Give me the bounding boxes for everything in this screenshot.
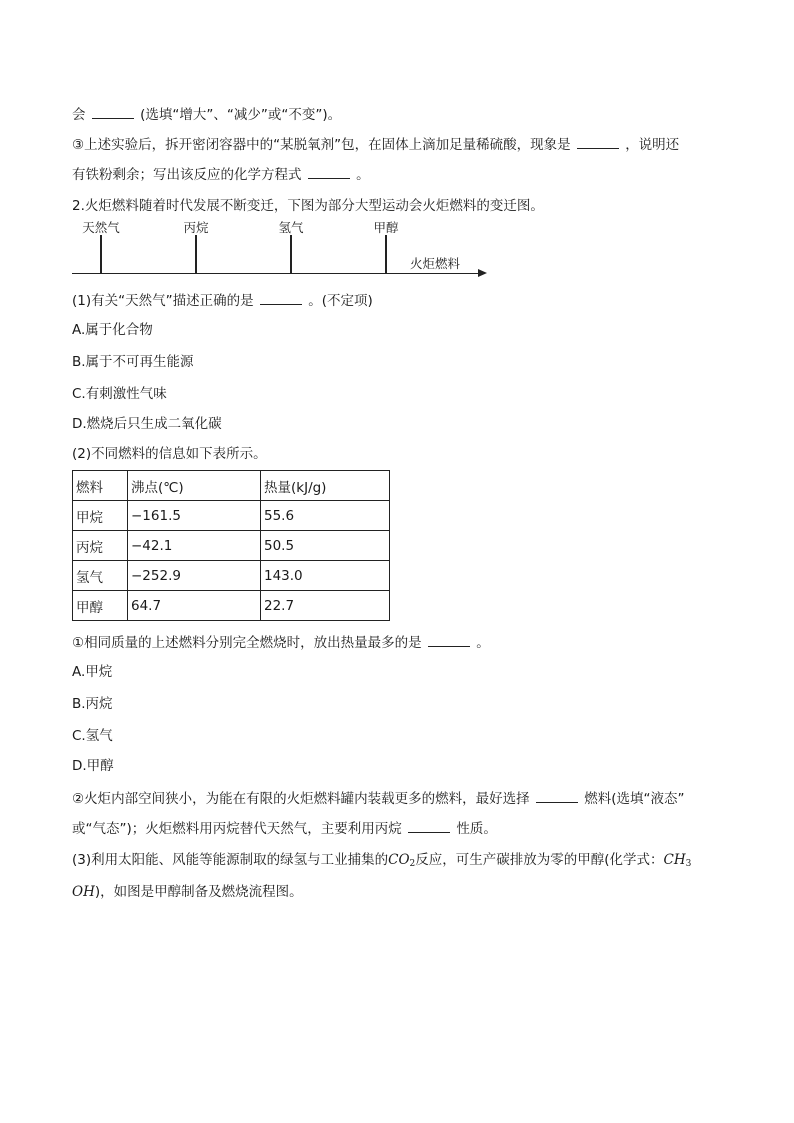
timeline-arrow-icon (478, 269, 487, 277)
answer-blank[interactable] (260, 290, 302, 305)
text: 或“气态”)；火炬燃料用丙烷替代天然气，主要利用丙烷 (72, 821, 402, 837)
option-d: D.甲醇 (72, 758, 114, 774)
timeline-label: 甲醇 (373, 220, 399, 235)
table-header-cell: 热量(kJ/g) (261, 471, 390, 501)
text: (1)有关“天然气”描述正确的是 (72, 293, 254, 309)
table-row (73, 591, 390, 621)
table-header-cell: 沸点(℃) (128, 471, 261, 501)
question-2-intro: 2.火炬燃料随着时代发展不断变迁，下图为部分大型运动会火炬燃料的变迁图。 (72, 198, 544, 214)
text-line (72, 164, 732, 185)
text: 。 (476, 635, 490, 651)
text-line (72, 850, 732, 874)
answer-blank[interactable] (577, 134, 619, 149)
text: (选填“增大”、“减少”或“不变”)。 (140, 107, 342, 123)
option-d: D.燃烧后只生成二氧化碳 (72, 416, 222, 432)
option-b: B.属于不可再生能源 (72, 354, 194, 370)
text: 性质。 (456, 821, 497, 837)
formula-subscript: 3 (685, 859, 692, 869)
text-line (72, 818, 732, 839)
formula-text: CO (388, 852, 410, 868)
text-line (72, 632, 732, 653)
timeline-label: 丙烷 (183, 220, 209, 235)
text: 有铁粉剩余；写出该反应的化学方程式 (72, 167, 302, 183)
text: 燃料(选填“液态” (584, 791, 685, 807)
option-a: A.甲烷 (72, 664, 113, 680)
fuel-info-table (72, 470, 390, 621)
table-cell: 50.5 (261, 531, 390, 561)
text: (3)利用太阳能、风能等能源制取的绿氢与工业捕集的 (72, 852, 389, 868)
text: 。 (356, 167, 370, 183)
text: 会 (72, 107, 86, 123)
option-c: C.氢气 (72, 728, 113, 744)
timeline-axis (72, 273, 480, 274)
timeline-label: 氢气 (278, 220, 304, 235)
table-cell: 丙烷 (73, 531, 128, 561)
option-c: C.有刺激性气味 (72, 386, 167, 402)
timeline-axis-label: 火炬燃料 (410, 256, 461, 271)
text: )，如图是甲醇制备及燃烧流程图。 (94, 884, 303, 900)
timeline-stem (100, 235, 102, 273)
text-line (72, 882, 732, 902)
text: ，说明还 (625, 137, 680, 153)
text-line (72, 788, 732, 809)
formula-text: CH (663, 852, 686, 868)
table-cell: −161.5 (128, 501, 261, 531)
table-cell: 143.0 (261, 561, 390, 591)
table-cell: 55.6 (261, 501, 390, 531)
text: ①相同质量的上述燃料分别完全燃烧时，放出热量最多的是 (72, 635, 422, 651)
text-line (72, 104, 732, 125)
text: ②火炬内部空间狭小，为能在有限的火炬燃料罐内装载更多的燃料，最好选择 (72, 791, 530, 807)
answer-blank[interactable] (408, 818, 450, 833)
formula-co2 (388, 852, 415, 868)
formula-oh: OH (72, 884, 95, 900)
timeline-stem (385, 235, 387, 273)
table-cell: −252.9 (128, 561, 261, 591)
table-cell: 64.7 (128, 591, 261, 621)
text: 。(不定项) (308, 293, 373, 309)
answer-blank[interactable] (92, 104, 134, 119)
text: ③上述实验后，拆开密闭容器中的“某脱氧剂”包，在固体上滴加足量稀硫酸，现象是 (72, 137, 571, 153)
table-cell: −42.1 (128, 531, 261, 561)
table-cell: 氢气 (73, 561, 128, 591)
option-a: A.属于化合物 (72, 322, 153, 338)
text-line (72, 134, 732, 155)
formula-ch3 (664, 852, 692, 868)
table-header-cell: 燃料 (73, 471, 128, 501)
table-header-row (73, 471, 390, 501)
formula-subscript: 2 (409, 859, 416, 869)
timeline-stem (195, 235, 197, 273)
text: 反应，可生产碳排放为零的甲醇(化学式： (415, 852, 664, 868)
table-cell: 甲醇 (73, 591, 128, 621)
timeline-stem (290, 235, 292, 273)
answer-blank[interactable] (536, 788, 578, 803)
table-cell: 甲烷 (73, 501, 128, 531)
torch-fuel-timeline (72, 218, 492, 278)
table-row (73, 561, 390, 591)
table-row (73, 501, 390, 531)
option-b: B.丙烷 (72, 696, 113, 712)
answer-blank[interactable] (428, 632, 470, 647)
table-row (73, 531, 390, 561)
text-line (72, 290, 732, 311)
answer-blank[interactable] (308, 164, 350, 179)
text-line: (2)不同燃料的信息如下表所示。 (72, 446, 267, 462)
timeline-label: 天然气 (82, 220, 120, 235)
table-cell: 22.7 (261, 591, 390, 621)
